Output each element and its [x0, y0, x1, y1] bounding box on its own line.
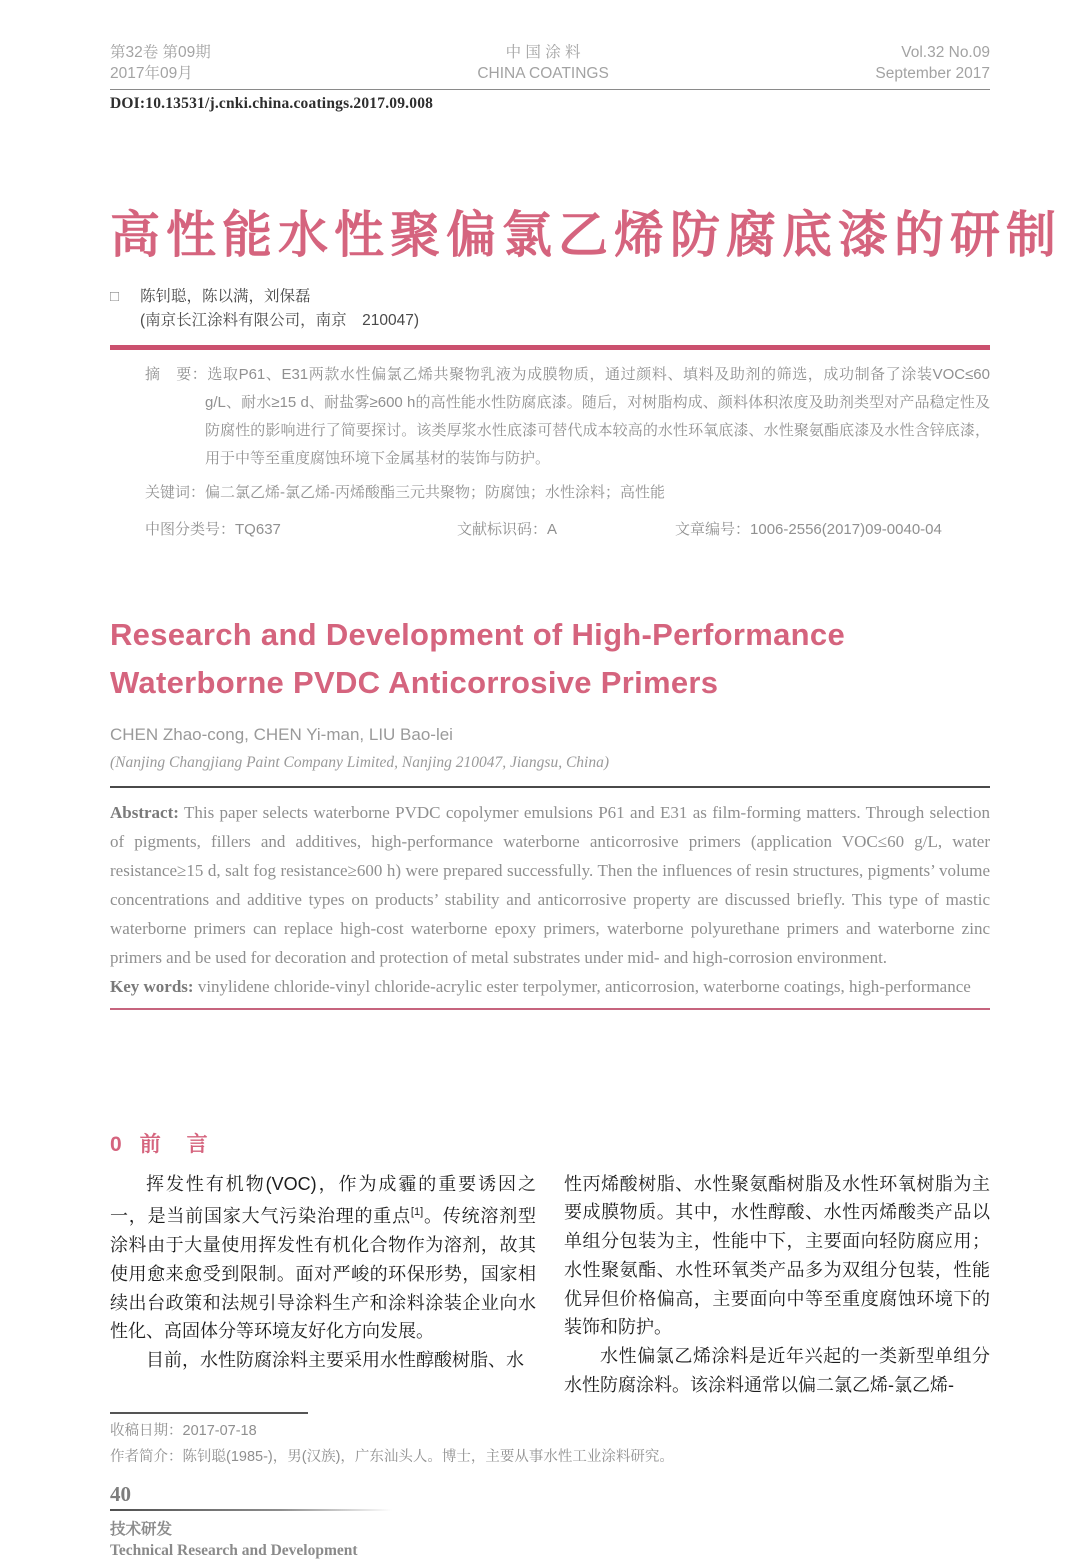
journal-name-cn: 中 国 涂 料 — [505, 44, 581, 61]
keywords-en — [110, 972, 990, 1001]
keywords-en-text: vinylidene chloride-vinyl chloride-acrylic ester terpolymer, anticorrosion, waterborne coatings, high-performance — [193, 976, 971, 996]
section-0-heading — [110, 1128, 990, 1158]
footnote-block — [110, 1418, 990, 1470]
footnote-divider — [110, 1412, 308, 1414]
header-volume-cn: 第32卷 第09期 — [110, 44, 211, 61]
keywords-en-label: Key words: — [110, 976, 194, 996]
clc-number — [145, 518, 457, 539]
abstract-cn-text: 选取P61、E31两款水性偏氯乙烯共聚物乳液为成膜物质，通过颜料、填料及助剂的筛选，成功制备了涂装VOC≤60 g/L、耐水≥15 d、耐盐雾≥600 h的高性能水性防腐底漆。随后，对树脂构成、颜料体积浓度及助剂类型对产品稳定性及防腐性的影响进行了简要探讨。该类厚浆水性底漆可替代成本较高的水性环氧底漆、水性聚氨酯底漆及水性含锌底漆，用于中等至重度腐蚀环境下金属基材的装饰与防护。 — [205, 365, 990, 467]
received-date-label: 收稿日期： — [110, 1422, 183, 1439]
divider-pink-thin — [110, 1008, 990, 1010]
section-title: 前言 — [139, 1132, 234, 1156]
paragraph-intro — [110, 1170, 536, 1347]
clc-label: 中图分类号： — [145, 520, 236, 538]
abstract-en-label: Abstract: — [110, 802, 179, 822]
journal-name-en: CHINA COATINGS — [477, 65, 609, 82]
author-marker-square-icon: □ — [110, 287, 120, 305]
citation-ref-1: [1] — [410, 1206, 424, 1219]
paragraph-current-status: 目前，水性防腐涂料主要采用水性醇酸树脂、水 — [146, 1350, 524, 1371]
header-date-en: September 2017 — [875, 65, 990, 82]
authors-cn-line — [110, 285, 990, 309]
keywords-cn-text: 偏二氯乙烯-氯乙烯-丙烯酸酯三元共聚物；防腐蚀；水性涂料；高性能 — [205, 483, 666, 501]
paragraph-intro-text: 挥发性有机物(VOC)，作为成霾的重要诱因之一，是当前国家大气污染治理的重点 — [110, 1173, 536, 1227]
author-bio-line — [110, 1444, 990, 1470]
affiliation-cn: (南京长江涂料有限公司，南京 210047) — [140, 311, 420, 329]
doc-code-label: 文献标识码： — [457, 520, 548, 538]
header-volume-issue-en — [875, 42, 990, 84]
column-title-en: Technical Research and Development — [110, 1541, 358, 1559]
doc-code-value: A — [547, 520, 558, 538]
abstract-cn-line — [145, 361, 990, 473]
article-title-cn: 高性能水性聚偏氯乙烯防腐底漆的研制 — [110, 207, 1062, 263]
divider-dark — [110, 786, 990, 788]
header-volume-issue — [110, 42, 211, 84]
footer-divider — [110, 1509, 392, 1511]
author-bio-label: 作者简介： — [110, 1448, 183, 1465]
page-number: 40 — [110, 1481, 131, 1506]
keywords-cn — [110, 481, 990, 505]
divider-pink-thick — [110, 345, 990, 350]
author-names-cn: 陈钊聪，陈以满，刘保磊 — [140, 287, 311, 305]
body-columns — [110, 1170, 990, 1400]
body-column-right — [564, 1170, 990, 1400]
paragraph-intro-cont: 。传统溶剂型涂料由于大量使用挥发性有机化合物作为溶剂，故其使用愈来愈受到限制。面对严峻的环保形势，国家相续出台政策和法规引导涂料生产和涂料涂装企业向水性化、高固体分等环境友好化方向发展。 — [110, 1206, 537, 1342]
authors-en: CHEN Zhao-cong, CHEN Yi-man, LIU Bao-lei — [110, 724, 453, 744]
doi-line: DOI:10.13531/j.cnki.china.coatings.2017.09.008 — [110, 95, 434, 112]
author-bio-value: 陈钊聪(1985-)，男(汉族)，广东汕头人。博士，主要从事水性工业涂料研究。 — [182, 1448, 674, 1465]
header-date-cn: 2017年09月 — [110, 65, 193, 82]
abstract-en — [110, 798, 990, 972]
paragraph-status-cont: 性丙烯酸树脂、水性聚氨酯树脂及水性环氧树脂为主要成膜物质。其中，水性醇酸、水性丙烯酸类产品以单组分包装为主，性能中下，主要面向轻防腐应用；水性聚氨酯、水性环氧类产品多为双组分包装，性能优异但价格偏高，主要面向中等至重度腐蚀环境下的装饰和防护。 — [564, 1173, 990, 1338]
journal-header — [110, 42, 990, 90]
article-title-en-line1: Research and Development of High-Performance — [110, 616, 845, 652]
article-number — [675, 518, 942, 539]
received-date-line — [110, 1418, 990, 1444]
section-number: 0 — [110, 1132, 122, 1156]
article-number-value: 1006-2556(2017)09-0040-04 — [750, 520, 942, 538]
classification-row — [110, 518, 990, 539]
column-title-cn: 技术研发 — [110, 1520, 173, 1538]
authors-cn-block — [110, 285, 990, 333]
body-column-left — [110, 1170, 536, 1400]
affiliation-en: (Nanjing Changjiang Paint Company Limited, Nanjing 210047, Jiangsu, China) — [110, 753, 610, 771]
page-footer — [110, 1482, 990, 1560]
abstract-cn — [110, 361, 990, 473]
clc-value: TQ637 — [235, 520, 281, 538]
paragraph-pvdc-intro: 水性偏氯乙烯涂料是近年兴起的一类新型单组分水性防腐涂料。该涂料通常以偏二氯乙烯-氯乙烯- — [564, 1346, 990, 1396]
abstract-cn-label: 摘 要： — [145, 365, 208, 383]
header-journal-name — [477, 42, 608, 84]
keywords-cn-label: 关键词： — [145, 483, 206, 501]
received-date-value: 2017-07-18 — [182, 1422, 257, 1439]
article-title-en — [110, 611, 990, 707]
article-number-label: 文章编号： — [675, 520, 751, 538]
article-title-en-line2: Waterborne PVDC Anticorrosive Primers — [110, 664, 719, 700]
header-volume-en: Vol.32 No.09 — [901, 44, 990, 61]
abstract-en-text: This paper selects waterborne PVDC copolymer emulsions P61 and E31 as film-forming matters. Through selection of pigments, fillers and additives, high-performance waterborne anticorrosive primers (application VOC≤60 g/L, water resistance≥15 d, salt fog resistance≥600 h) were prepared successfully. Then the influences of resin structures, pigments’ volume concentrations and additive types on products’ stability and anticorrosive property are discussed briefly. This type of mastic waterborne primers can replace high-cost waterborne epoxy primers, waterborne polyurethane primers and waterborne zinc primers and be used for decoration and protection of metal substrates under mid- and high-corrosion environment. — [110, 802, 990, 967]
document-code — [457, 518, 675, 539]
